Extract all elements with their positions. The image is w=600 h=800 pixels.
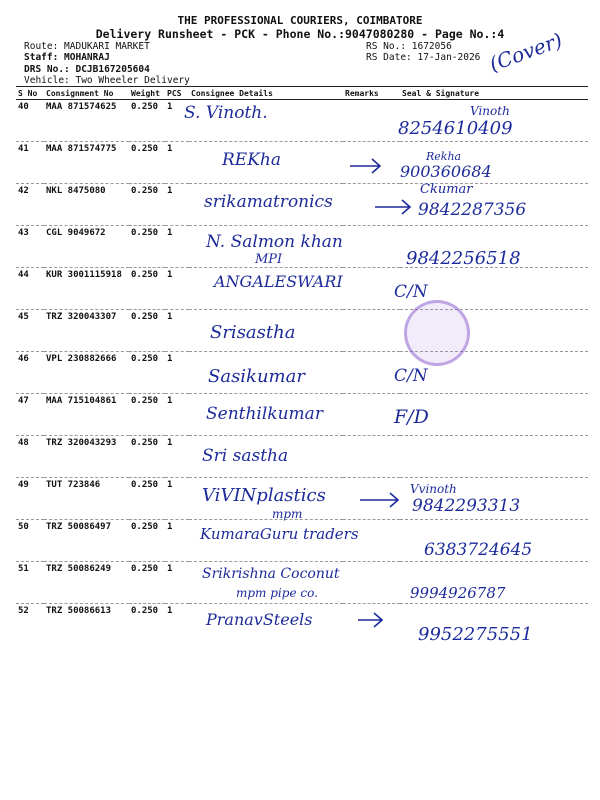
cell-consignment: VPL 230882666 [44,352,129,394]
cell-weight: 0.250 [129,268,165,310]
route-label: Route: MADUKARI MARKET [24,41,150,52]
cell-sno: 52 [18,606,29,616]
cell-pcs: 1 [167,606,173,616]
consignee-41: REKha [222,150,281,170]
runsheet-title: Delivery Runsheet - PCK - Phone No.:9047080280 - Page No.:4 [95,27,505,41]
consignee-44: ANGALESWARI [214,272,343,291]
cell-weight: 0.250 [129,184,165,226]
col-pcs: PCS [165,87,189,100]
cell-pcs: 1 [165,562,189,604]
cell-consignment: MAA 871574625 [44,100,129,142]
consignee-51: Srikrishna Coconut [202,566,340,582]
cell-consignment: TRZ 50086613 [46,606,112,616]
company-title: THE PROFESSIONAL COURIERS, COIMBATORE [177,14,423,27]
consignee-40: S. Vinoth. [184,103,268,123]
cell-weight: 0.250 [129,520,165,562]
consignee-47: Senthilkumar [206,404,323,424]
phone-41: 900360684 [400,162,492,181]
rs-number: RS No.: 1672056 [366,41,452,52]
cell-weight: 0.250 [129,100,165,142]
cell-pcs: 1 [165,478,189,520]
consignee-49: ViVINplastics [202,485,326,506]
remark-44: C/N [394,282,428,302]
phone-42: 9842287356 [418,200,527,220]
cell-sno: 41 [16,142,44,184]
cell-pcs: 1 [165,268,189,310]
signature-41: Rekha [426,150,462,163]
col-weight: Weight [129,87,165,100]
cell-weight: 0.250 [129,478,165,520]
cell-pcs: 1 [165,436,189,478]
col-sno: S No [16,87,44,100]
cell-weight: 0.250 [129,394,165,436]
remark-46: C/N [394,366,428,386]
col-signature: Seal & Signature [400,87,588,100]
phone-43: 9842256518 [406,248,521,269]
cell-weight: 0.250 [129,226,165,268]
cell-sno: 46 [16,352,44,394]
cell-weight: 0.250 [129,142,165,184]
consignee-49-note: mpm [272,507,303,521]
cell-weight: 0.250 [129,352,165,394]
consignee-46: Sasikumar [208,366,305,387]
consignee-43: N. Salmon khan [206,232,343,252]
phone-50: 6383724645 [424,540,533,560]
arrow-49 [360,493,398,507]
remark-47: F/D [394,406,429,428]
cell-pcs: 1 [165,184,189,226]
cell-pcs: 1 [165,100,189,142]
cell-sno: 48 [16,436,44,478]
staff-label: Staff: MOHANRAJ [24,52,110,63]
consignee-50: KumaraGuru traders [200,525,359,543]
signature-49: Vvinoth [410,482,457,496]
consignee-51-note: mpm pipe co. [236,586,318,600]
cell-consignment: TRZ 50086497 [44,520,129,562]
cell-sno: 47 [16,394,44,436]
margin-note: (Cover) [486,27,566,77]
signature-42: Ckumar [420,182,473,197]
cell-consignment: MAA 871574775 [44,142,129,184]
drs-number: DRS No.: DCJB167205604 [24,64,150,75]
cell-sno: 50 [16,520,44,562]
rs-date: RS Date: 17-Jan-2026 [366,52,481,63]
cell-sno: 49 [16,478,44,520]
consignee-48: Sri sastha [202,446,289,466]
cell-sno: 45 [16,310,44,352]
cell-weight: 0.250 [131,606,159,616]
vehicle-label: Vehicle: Two Wheeler Delivery [24,75,190,86]
cell-pcs: 1 [165,394,189,436]
col-remarks: Remarks [343,87,400,100]
cell-pcs: 1 [165,226,189,268]
cell-pcs: 1 [165,310,189,352]
signature-40: Vinoth [470,104,510,118]
cell-consignment: TRZ 320043293 [44,436,129,478]
cell-consignment: TRZ 320043307 [44,310,129,352]
cell-weight: 0.250 [129,310,165,352]
cell-pcs: 1 [165,520,189,562]
cell-consignment: TUT 723846 [44,478,129,520]
consignee-42: srikamatronics [204,192,333,212]
consignee-52: PranavSteels [206,610,313,629]
phone-52: 9952275551 [418,624,533,645]
cell-pcs: 1 [165,142,189,184]
cell-weight: 0.250 [129,436,165,478]
cell-pcs: 1 [165,352,189,394]
phone-51: 9994926787 [410,584,506,602]
consignee-43-note: MPI [255,252,283,267]
arrow-42 [375,200,410,214]
col-consignment: Consignment No [44,87,129,100]
consignee-45: Srisastha [210,322,296,343]
cell-sno: 51 [16,562,44,604]
phone-49: 9842293313 [412,496,521,516]
cell-sno: 44 [16,268,44,310]
arrow-52 [358,613,382,627]
cell-consignment: MAA 715104861 [44,394,129,436]
cell-consignment: NKL 8475080 [44,184,129,226]
cell-sno: 40 [16,100,44,142]
cell-sno: 43 [16,226,44,268]
phone-40: 8254610409 [398,118,513,139]
cell-weight: 0.250 [129,562,165,604]
col-consignee: Consignee Details [189,87,343,100]
cell-consignment: TRZ 50086249 [44,562,129,604]
cell-consignment: CGL 9049672 [44,226,129,268]
cell-sno: 42 [16,184,44,226]
cell-consignment: KUR 3001115918 [44,268,129,310]
arrow-41 [350,159,380,173]
